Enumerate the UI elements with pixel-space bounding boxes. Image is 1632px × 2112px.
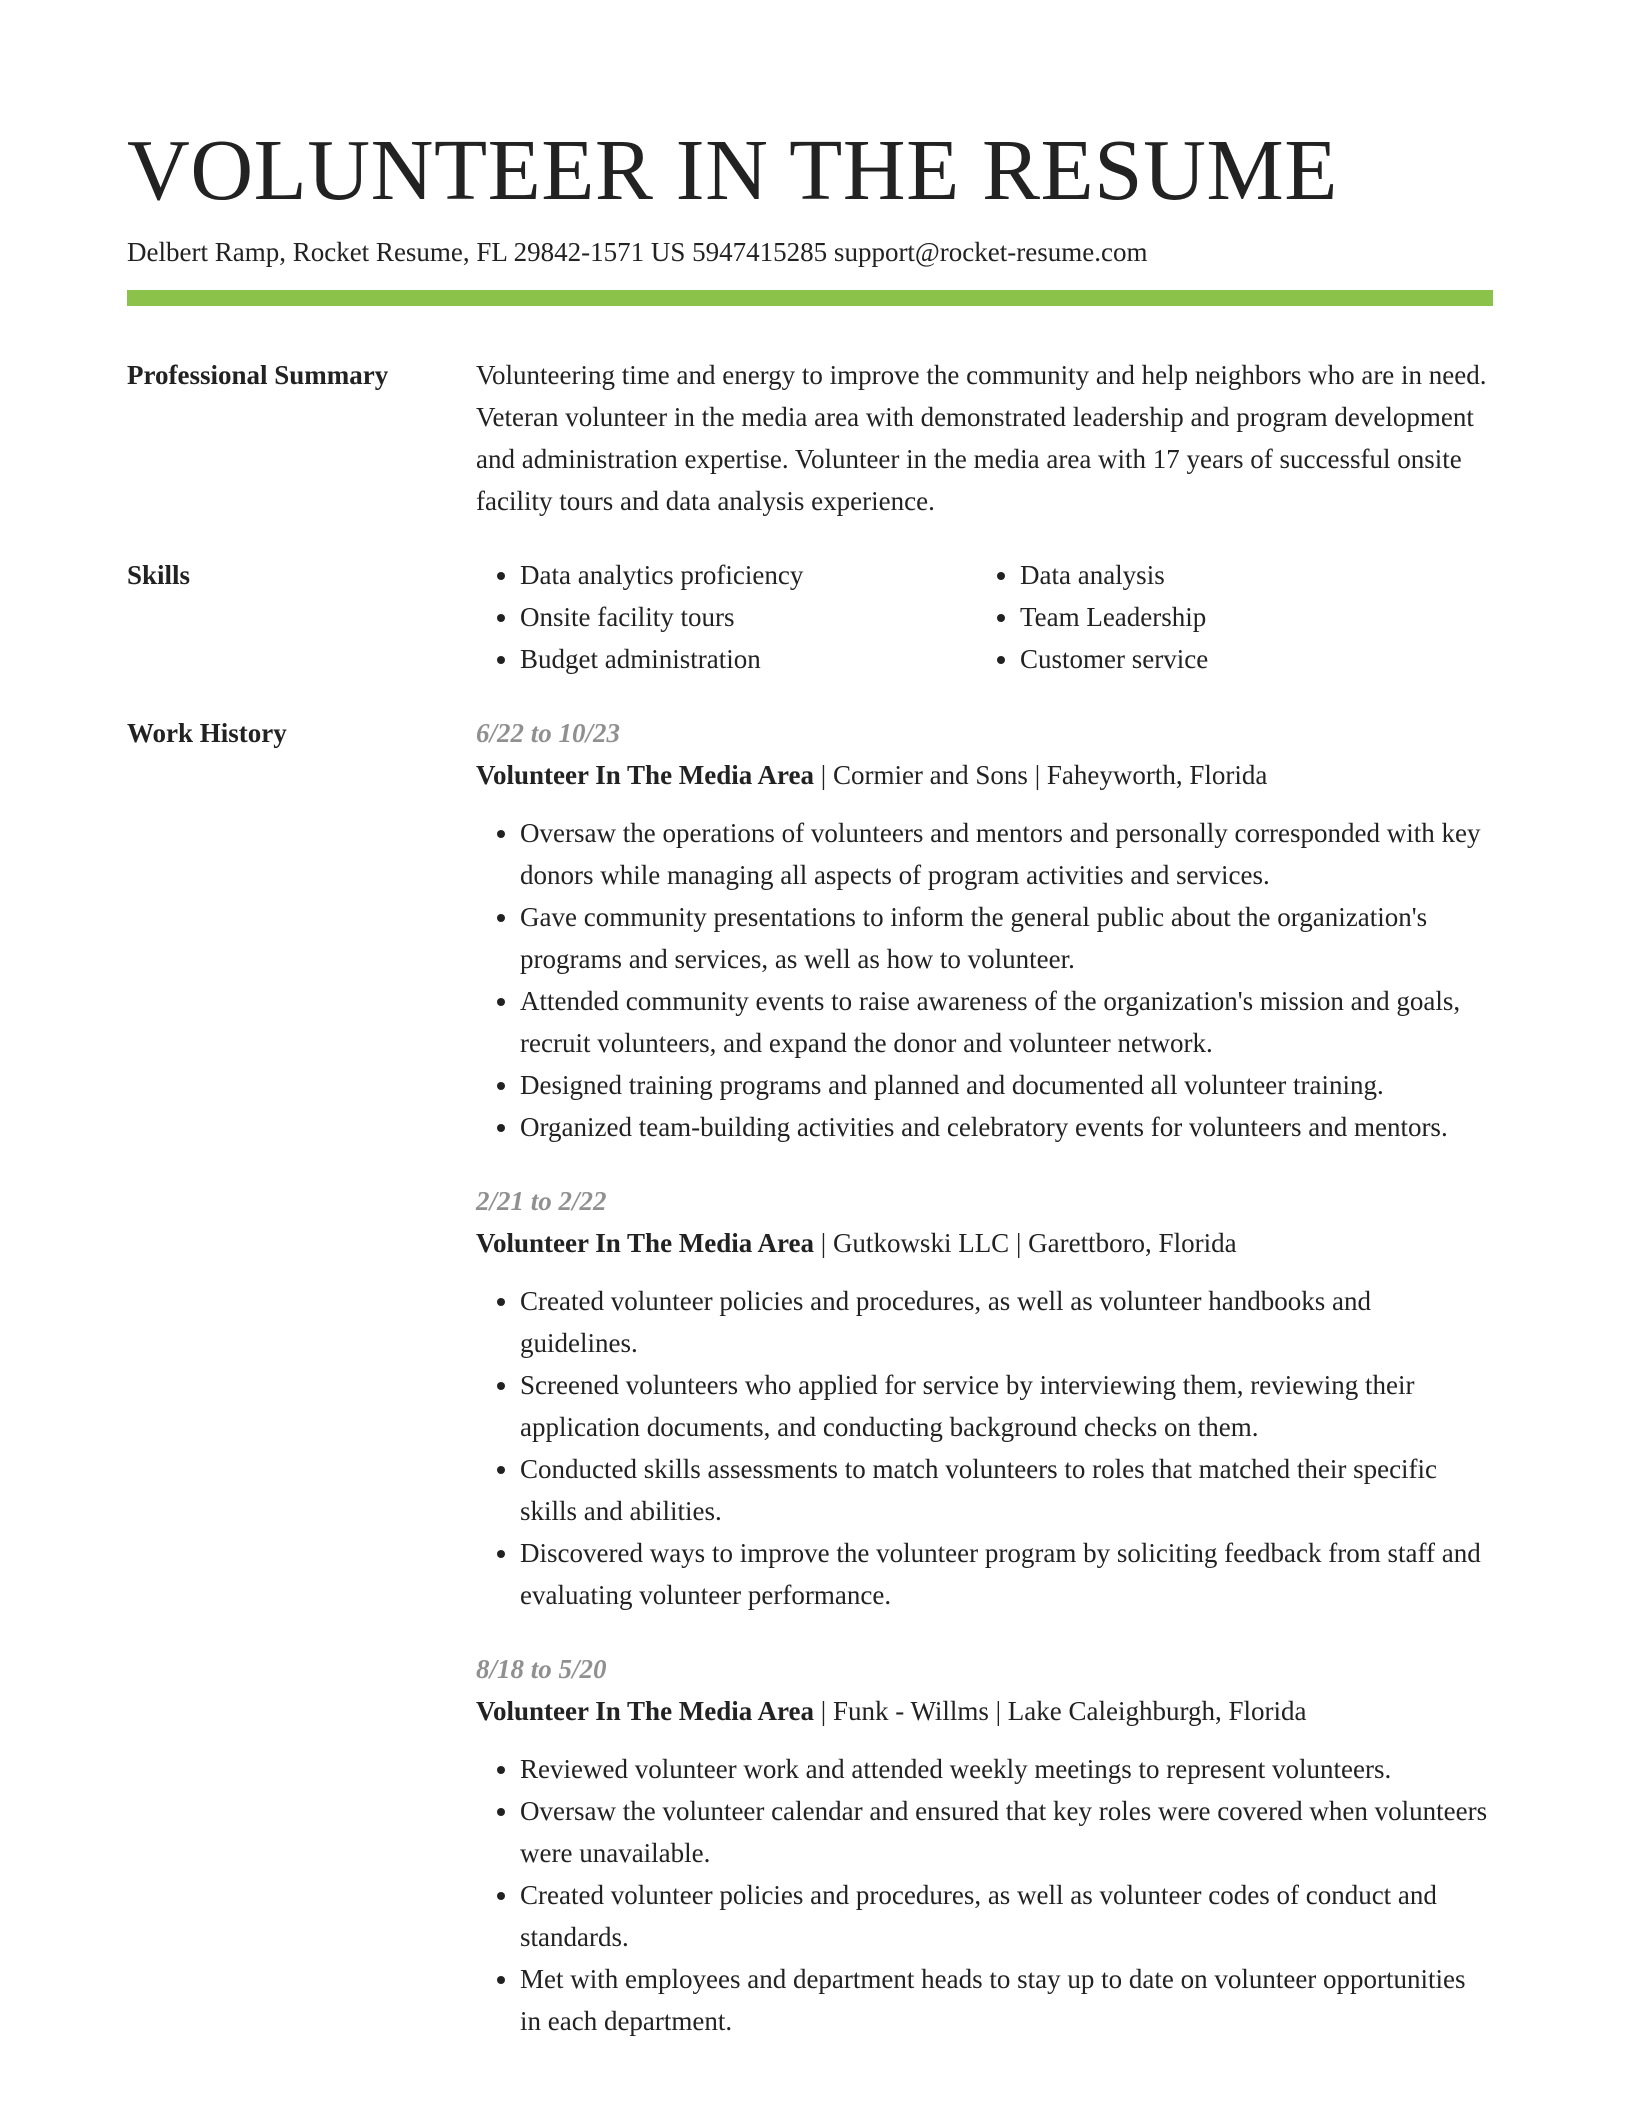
job-entry xyxy=(476,1648,1493,2042)
job-dates: 8/18 to 5/20 xyxy=(476,1654,607,1684)
job-bullet: • Created volunteer policies and procedures, as well as volunteer handbooks and guidelines. xyxy=(520,1280,1493,1364)
summary-text: Volunteering time and energy to improve the community and help neighbors who are in need. Veteran volunteer in the media area with demonstrated leadership and program development and administration expertise. Volunteer in the media area with 17 years of successful onsite facility tours and data analysis experience. xyxy=(476,360,1487,516)
job-bullet: • Conducted skills assessments to match volunteers to roles that matched their specific skills and abilities. xyxy=(520,1448,1493,1532)
summary-section xyxy=(127,354,1493,522)
separator: | xyxy=(814,1696,833,1726)
job-heading xyxy=(476,1222,1493,1264)
skills-section xyxy=(127,554,1493,680)
skills-column-1 xyxy=(476,554,976,680)
job-location: Faheyworth, Florida xyxy=(1046,760,1268,790)
job-bullet: • Oversaw the operations of volunteers and mentors and personally corresponded with key donors while managing all aspects of program activities and services. xyxy=(520,812,1493,896)
job-title: Volunteer In The Media Area xyxy=(476,760,815,790)
job-bullet: • Created volunteer policies and procedures, as well as volunteer codes of conduct and standards. xyxy=(520,1874,1493,1958)
job-title: Volunteer In The Media Area xyxy=(476,1228,815,1258)
job-bullet: • Attended community events to raise awareness of the organization's mission and goals, recruit volunteers, and expand the donor and volunteer network. xyxy=(520,980,1493,1064)
job-dates: 6/22 to 10/23 xyxy=(476,718,621,748)
job-entry xyxy=(476,1180,1493,1616)
job-company: Funk - Willms xyxy=(832,1696,989,1726)
skill-item: • Customer service xyxy=(1020,638,1476,680)
job-title: Volunteer In The Media Area xyxy=(476,1696,815,1726)
job-bullets xyxy=(476,812,1493,1148)
job-location: Garettboro, Florida xyxy=(1028,1228,1237,1258)
job-bullet: • Screened volunteers who applied for service by interviewing them, reviewing their application documents, and conducting background checks on them. xyxy=(520,1364,1493,1448)
separator: | xyxy=(814,1228,833,1258)
separator: | xyxy=(1009,1228,1029,1258)
job-bullet: • Designed training programs and planned and documented all volunteer training. xyxy=(520,1064,1493,1106)
work-history-section xyxy=(127,712,1493,2042)
separator: | xyxy=(814,760,833,790)
job-bullet: • Reviewed volunteer work and attended weekly meetings to represent volunteers. xyxy=(520,1748,1493,1790)
job-company: Cormier and Sons xyxy=(832,760,1028,790)
skill-item: • Data analysis xyxy=(1020,554,1476,596)
job-bullet: • Discovered ways to improve the volunteer program by soliciting feedback from staff and evaluating volunteer performance. xyxy=(520,1532,1493,1616)
job-bullet: • Oversaw the volunteer calendar and ensured that key roles were covered when volunteers were unavailable. xyxy=(520,1790,1493,1874)
section-label-work-history: Work History xyxy=(127,718,287,748)
separator: | xyxy=(988,1696,1008,1726)
section-label-skills: Skills xyxy=(127,560,191,590)
job-entry xyxy=(476,712,1493,1148)
job-bullets xyxy=(476,1748,1493,2042)
skill-item: • Onsite facility tours xyxy=(520,596,976,638)
skills-column-2 xyxy=(976,554,1476,680)
section-label-summary: Professional Summary xyxy=(127,360,389,390)
job-dates: 2/21 to 2/22 xyxy=(476,1186,607,1216)
job-location: Lake Caleighburgh, Florida xyxy=(1007,1696,1307,1726)
skill-item: • Budget administration xyxy=(520,638,976,680)
accent-divider xyxy=(127,290,1493,306)
job-bullet: • Organized team-building activities and celebratory events for volunteers and mentors. xyxy=(520,1106,1493,1148)
job-company: Gutkowski LLC xyxy=(832,1228,1010,1258)
skills-grid xyxy=(476,554,1493,680)
resume-title: VOLUNTEER IN THE RESUME xyxy=(127,121,1338,218)
separator: | xyxy=(1027,760,1047,790)
job-bullets xyxy=(476,1280,1493,1616)
job-bullet: • Gave community presentations to inform the general public about the organization's programs and services, as well as how to volunteer. xyxy=(520,896,1493,980)
resume-page xyxy=(127,118,1493,2042)
job-heading xyxy=(476,1690,1493,1732)
contact-line: Delbert Ramp, Rocket Resume, FL 29842-1571 US 5947415285 support@rocket-resume.com xyxy=(127,237,1148,267)
job-bullet: • Met with employees and department heads to stay up to date on volunteer opportunities in each department. xyxy=(520,1958,1493,2042)
skill-item: • Data analytics proficiency xyxy=(520,554,976,596)
job-heading xyxy=(476,754,1493,796)
skill-item: • Team Leadership xyxy=(1020,596,1476,638)
